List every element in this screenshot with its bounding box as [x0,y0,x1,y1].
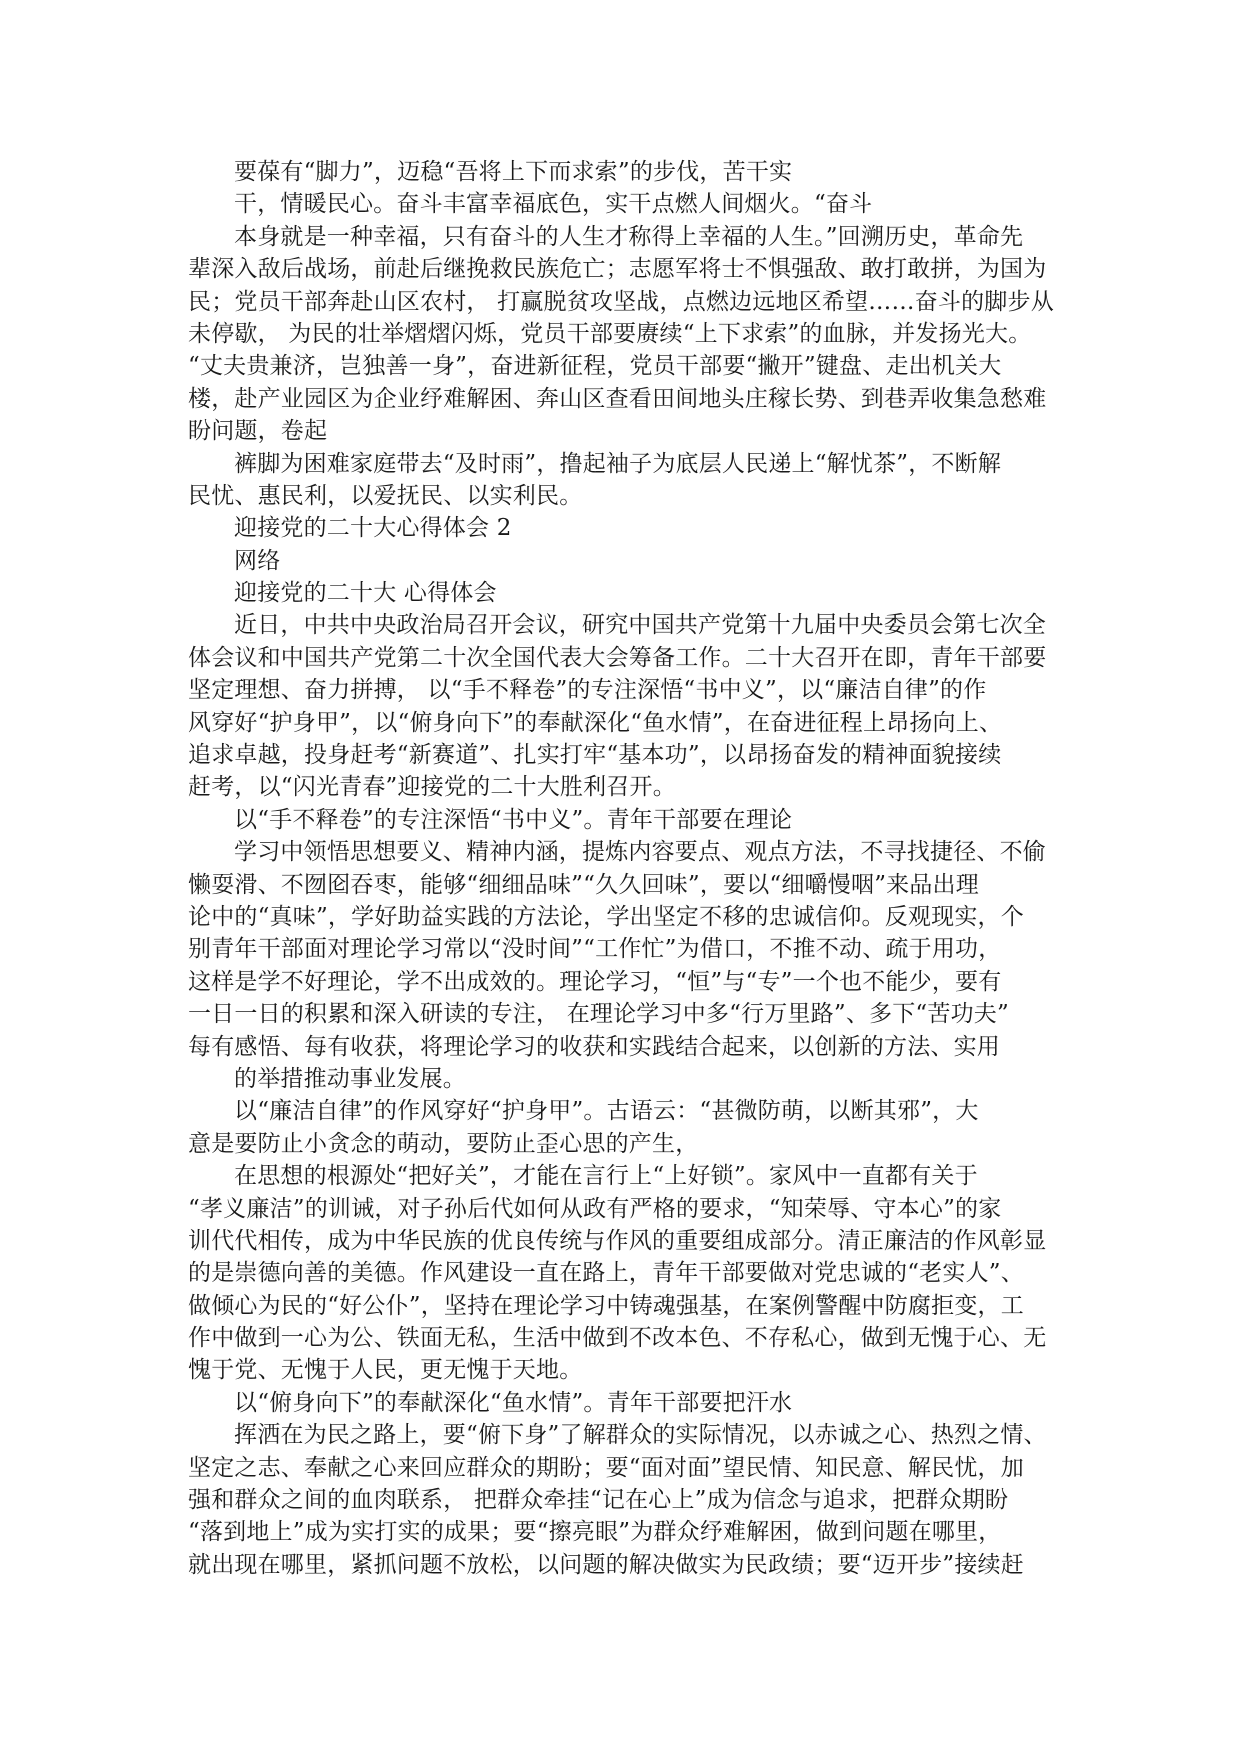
text-line: 坚定之志、奉献之心来回应群众的期盼；要“面对面”望民情、知民意、解民忧，加 [188,1454,1024,1481]
text-line: 赶考，以“闪光青春”迎接党的二十大胜利召开。 [188,774,676,801]
text-line: 这样是学不好理论，学不出成效的。理论学习，“恒”与“专”一个也不能少，要有 [188,968,1002,995]
text-line: “落到地上”成为实打实的成果；要“擦亮眼”为群众纾难解困，做到问题在哪里， [188,1519,1002,1546]
text-line: 追求卓越，投身赶考“新赛道”、扎实打牢“基本功”，以昂扬奋发的精神面貌接续 [188,742,1002,769]
text-line: 盼问题，卷起 [188,418,328,445]
text-line: 民；党员干部奔赴山区农村， 打赢脱贫攻坚战，点燃边远地区希望……奋斗的脚步从 [188,288,1054,315]
text-line: 民忧、惠民利，以爱抚民、以实利民。 [188,482,583,509]
text-line: 近日，中共中央政治局召开会议，研究中国共产党第十九届中央委员会第七次全 [234,612,1046,639]
text-line: 训代代相传，成为中华民族的优良传统与作风的重要组成部分。清正廉洁的作风彰显 [188,1227,1047,1254]
text-line: 坚定理想、奋力拼搏， 以“手不释卷”的专注深悟“书中义”，以“廉洁自律”的作 [188,677,987,704]
text-line: 风穿好“护身甲”，以“俯身向下”的奉献深化“鱼水情”，在奋进征程上昂扬向上、 [188,709,1003,736]
text-line: 做倾心为民的“好公仆”，坚持在理论学习中铸魂强基，在案例警醒中防腐拒变，工 [188,1292,1024,1319]
text-line: 强和群众之间的血肉联系， 把群众牵挂“记在心上”成为信念与追求，把群众期盼 [188,1487,1009,1514]
text-line: “孝义廉洁”的训诫，对子孙后代如何从政有严格的要求，“知荣辱、守本心”的家 [188,1195,1002,1222]
text-line: 在思想的根源处“把好关”，才能在言行上“上好锁”。家风中一直都有关于 [234,1163,978,1190]
text-line: 挥洒在为民之路上，要“俯下身”了解群众的实际情况，以赤诚之心、热烈之情、 [234,1422,1047,1449]
text-line: 以“手不释卷”的专注深悟“书中义”。青年干部要在理论 [234,806,793,833]
text-line: 就出现在哪里，紧抓问题不放松，以问题的解决做实为民政绩；要“迈开步”接续赶 [188,1551,1024,1578]
text-line: 以“廉洁自律”的作风穿好“护身甲”。古语云：“甚微防萌，以断其邪”，大 [234,1098,979,1125]
text-line: 要葆有“脚力”，迈稳“吾将上下而求索”的步伐，苦干实 [234,159,793,185]
text-line: 裤脚为困难家庭带去“及时雨”，撸起袖子为底层人民递上“解忧茶”，不断解 [234,450,1002,477]
text-line: 作中做到一心为公、铁面无私，生活中做到不改本色、不存私心，做到无愧于心、无 [188,1325,1047,1352]
text-line: 学习中领悟思想要义、精神内涵，提炼内容要点、观点方法，不寻找捷径、不偷 [234,839,1046,866]
text-line: 以“俯身向下”的奉献深化“鱼水情”。青年干部要把汗水 [234,1389,793,1416]
text-line: 楼，赴产业园区为企业纾难解困、奔山区查看田间地头庄稼长势、到巷弄收集急愁难 [188,385,1047,412]
text-line: “丈夫贵兼济，岂独善一身”，奋进新征程，党员干部要“撇开”键盘、走出机关大 [188,353,1002,380]
text-line: 本身就是一种幸福，只有奋斗的人生才称得上幸福的人生。”回溯历史，革命先 [234,223,1024,250]
text-line: 一日一日的积累和深入研读的专注， 在理论学习中多“行万里路”、多下“苦功夫” [188,1001,1009,1028]
text-line: 意是要防止小贪念的萌动，要防止歪心思的产生， [188,1130,699,1157]
text-line: 愧于党、无愧于人民，更无愧于天地。 [188,1357,583,1384]
text-line: 迎接党的二十大心得体会 2 [234,515,512,542]
text-line: 懒耍滑、不囫囵吞枣，能够“细细品味”“久久回味”，要以“细嚼慢咽”来品出理 [188,871,979,898]
document-body [188,156,1060,1581]
text-line: 辈深入敌后战场，前赴后继挽救民族危亡；志愿军将士不惧强敌、敢打敢拼，为国为 [188,256,1047,283]
text-line: 的举措推动事业发展。 [234,1065,466,1092]
text-line: 别青年干部面对理论学习常以“没时间”“工作忙”为借口，不推不动、疏于用功， [188,936,1002,963]
text-line: 体会议和中国共产党第二十次全国代表大会筹备工作。二十大召开在即，青年干部要 [188,644,1047,671]
text-line: 干，情暖民心。奋斗丰富幸福底色，实干点燃人间烟火。“奋斗 [234,191,873,218]
text-line: 网络 [234,547,281,574]
text-line: 迎接党的二十大 心得体会 [234,580,497,607]
text-line: 每有感悟、每有收获，将理论学习的收获和实践结合起来，以创新的方法、实用 [188,1033,1000,1060]
text-line: 的是崇德向善的美德。作风建设一直在路上，青年干部要做对党忠诚的“老实人”、 [188,1260,1024,1287]
text-line: 论中的“真味”，学好助益实践的方法论，学出坚定不移的忠诚信仰。反观现实，个 [188,903,1024,930]
text-line: 未停歇， 为民的壮举熠熠闪烁，党员干部要赓续“上下求索”的血脉，并发扬光大。 [188,320,1032,347]
